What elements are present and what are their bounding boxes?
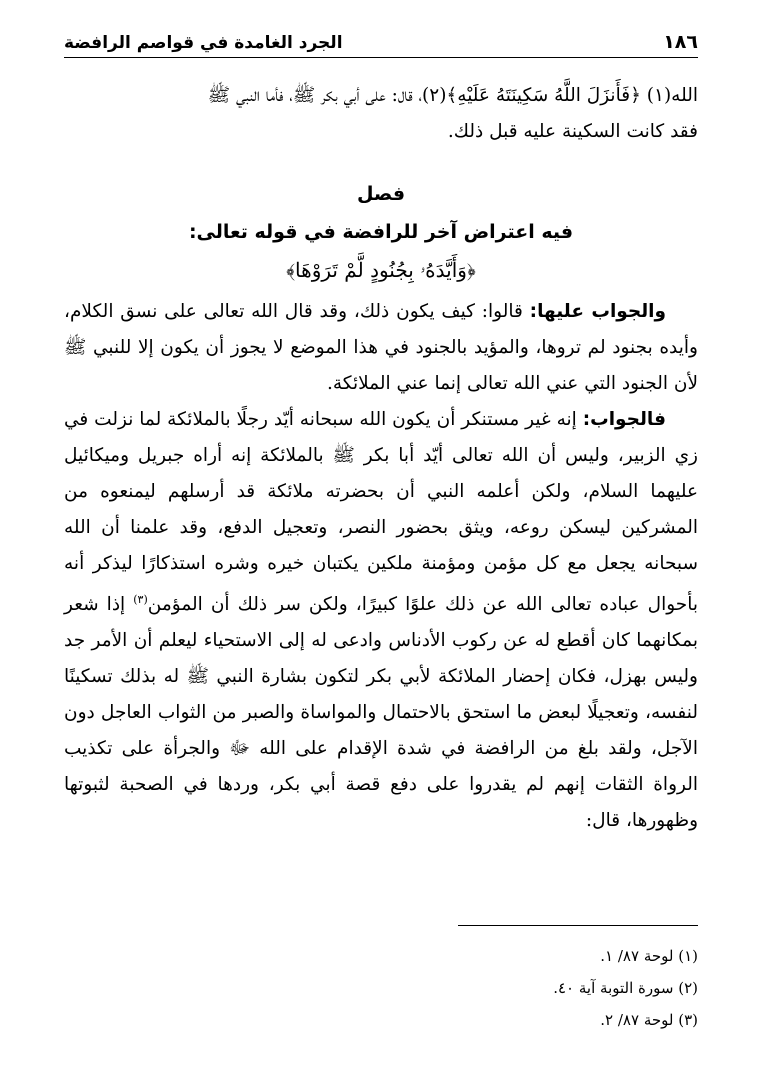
paragraph-opening: [64, 78, 698, 150]
footnote-3: (٣) لوحة ٨٧/ ٢.: [600, 1011, 698, 1029]
footnotes: [64, 940, 698, 1036]
section-heading: فصل: [356, 183, 406, 205]
paragraph-answer-1: [64, 294, 698, 402]
footnote-2: (٢) سورة التوبة آية ٤٠.: [553, 979, 698, 997]
book-title: الجرد الغامدة في قواصم الرافضة: [64, 33, 343, 53]
footnote-divider: [458, 925, 698, 926]
opening-line-1: الله(١) ﴿فَأَنزَلَ اللَّهُ سَكِينَتَهُ عَلَيْهِ﴾(٢)، قال: على أبي بكر ﷺ، فأما النبي ﷺ: [207, 85, 698, 106]
footnote-1: (١) لوحة ٨٧/ ١.: [600, 947, 698, 965]
body-text: [64, 78, 698, 839]
page-number: ١٨٦: [663, 31, 698, 53]
answer-1-lead: والجواب عليها:: [529, 301, 667, 322]
section-subheading: فيه اعتراض آخر للرافضة في قوله تعالى:: [188, 221, 574, 243]
opening-line-2: فقد كانت السكينة عليه قبل ذلك.: [447, 121, 698, 142]
running-header: [64, 28, 698, 58]
answer-2-lead: فالجواب:: [582, 409, 666, 430]
quranic-verse: ﴿وَأَيَّدَهُۥ بِجُنُودٍ لَّمْ تَرَوْهَا﴾: [286, 258, 476, 282]
answer-2-text-b: إذا شعر بمكانهما كان أقطع له عن ركوب الأدناس وادعى له إلى الاستحياء ليعلم أن الأمر جد وليس بهزل، فكان إحضار الملائكة لأبي بكر لتكون بشارة النبي ﷺ له بذلك تسكينًا لنفسه، وتعجيلًا لبعض ما استحق بالاحتمال والمواساة والصبر من الثواب العاجل دون الآجل، ولقد بلغ من الرافضة في شدة الإقدام على الله ﷻ والجرأة على تكذيب الرواة الثقات إنهم لم يقدروا على دفع قصة أبي بكر، وردها في الصحبة لثبوتها وظهورها، قال:: [64, 594, 698, 832]
answer-2-text-a: إنه غير مستنكر أن يكون الله سبحانه أيّد رجلًا بالملائكة لما نزلت في زي الزبير، وليس أن الله تعالى أيّد أبا بكر ﷺ بالملائكة إنه أراه جبريل وميكائيل عليهما السلام، ولكن أعلمه النبي أن بحضرته ملائكة قد أرسلهم ليمنعوه من المشركين ليسكن روعه، ويثق بحضور النصر، وتعجيل الدفع، وقد علمنا أن الله سبحانه يجعل مع كل مؤمن ومؤمنة ملكين يكتبان خيره وشره استذكارًا ليذكر أنه بأحوال عباده تعالى الله عن ذلك علوًا كبيرًا، ولكن سر ذلك أن المؤمن: [64, 409, 698, 616]
answer-1-text: قالوا: كيف يكون ذلك، وقد قال الله تعالى على نسق الكلام، وأيده بجنود لم تروها، والمؤيد بالجنود في هذا الموضع لا يجوز أن يكون إلا للنبي ﷺ لأن الجنود التي عني الله تعالى إنما عني الملائكة.: [64, 301, 698, 394]
footnote-marker-3: (٣): [133, 593, 148, 606]
paragraph-answer-2: [64, 402, 698, 839]
